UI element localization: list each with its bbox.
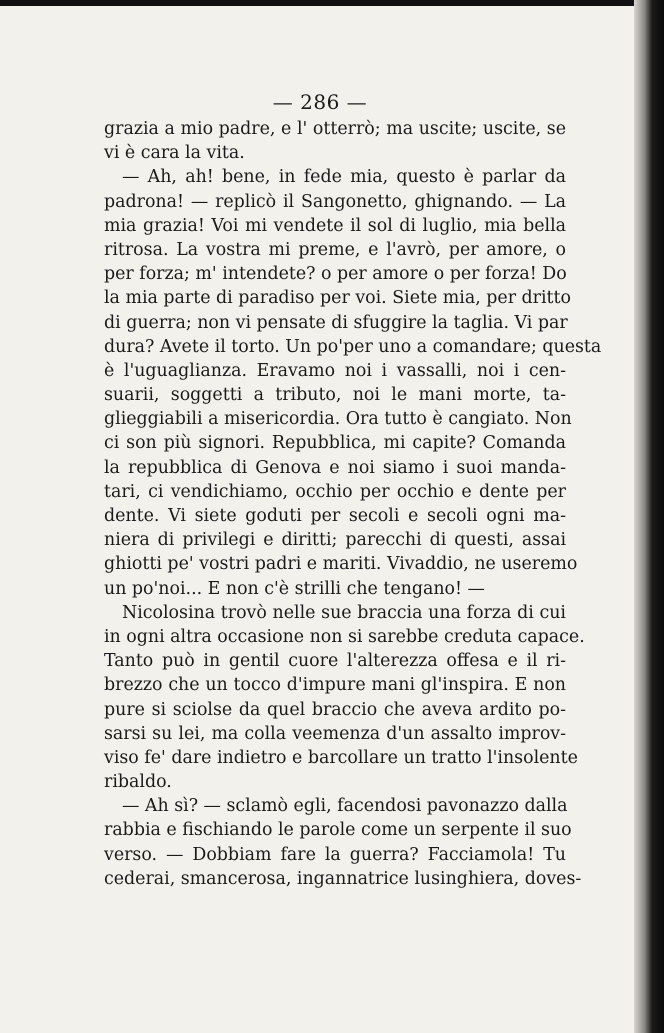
text-line: per forza; m' intendete? o per amore o per forza! Do <box>104 264 567 285</box>
text-line: un po'noi... E non c'è strilli che tengano! — <box>104 578 485 599</box>
text-line: ribaldo. <box>104 772 172 793</box>
text-line: grazia a mio padre, e l' otterrò; ma uscite; uscite, se <box>104 119 566 139</box>
text-line: verso. — Dobbiam fare la guerra? Facciamola! Tu <box>104 844 566 865</box>
text-line: dente. Vi siete goduti per secoli e secoli ogni ma- <box>104 506 566 526</box>
text-line: brezzo che un tocco d'impure mani gl'inspira. E non <box>104 675 566 696</box>
text-line: vi è cara la vita. <box>104 143 245 164</box>
text-line: mia grazia! Voi mi vendete il sol di luglio, mia bella <box>104 215 566 236</box>
text-line: di guerra; non vi pensate di sfuggire la taglia. Vi par <box>104 312 568 333</box>
text-line: sarsi su lei, ma colla veemenza d'un assalto improv- <box>104 723 566 744</box>
page-number: — 286 — <box>272 90 368 114</box>
text-line: la repubblica di Genova e noi siamo i suoi manda- <box>104 457 566 478</box>
body-text <box>104 117 602 891</box>
text-line: Nicolosina trovò nelle sue braccia una forza di cui <box>122 602 566 623</box>
text-line: la mia parte di paradiso per voi. Siete mia, per dritto <box>104 288 571 309</box>
text-line: suarii, soggetti a tributo, noi le mani morte, ta- <box>104 385 566 406</box>
text-line: dura? Avete il torto. Un po'per uno a comandare; questa <box>104 336 602 357</box>
text-line: padrona! — replicò il Sangonetto, ghignando. — La <box>104 191 566 212</box>
text-line: cederai, smancerosa, ingannatrice lusinghiera, doves- <box>104 868 582 889</box>
text-line: ritrosa. La vostra mi preme, e l'avrò, per amore, o <box>104 239 566 260</box>
text-line: pure si sciolse da quel braccio che aveva ardito po- <box>104 699 566 720</box>
scan-top-border <box>0 0 664 6</box>
text-line: in ogni altra occasione non si sarebbe creduta capace. <box>104 626 585 647</box>
book-binding-edge <box>634 0 664 1033</box>
text-line: — Ah, ah! bene, in fede mia, questo è parlar da <box>122 167 566 188</box>
text-line: glieggiabili a misericordia. Ora tutto è cangiato. Non <box>104 409 572 430</box>
text-line: niera di privilegi e diritti; parecchi di questi, assai <box>104 530 566 551</box>
text-line: — Ah sì? — sclamò egli, facendosi pavonazzo dalla <box>122 796 568 817</box>
text-line: è l'uguaglianza. Eravamo noi i vassalli, noi i cen- <box>104 360 566 381</box>
text-line: Tanto può in gentil cuore l'alterezza offesa e il ri- <box>104 651 566 672</box>
text-line: ghiotti pe' vostri padri e mariti. Vivaddio, ne useremo <box>104 554 578 575</box>
text-line: viso fe' dare indietro e barcollare un tratto l'insolente <box>104 747 578 768</box>
text-line: ci son più signori. Repubblica, mi capite? Comanda <box>104 433 566 454</box>
text-line: rabbia e fischiando le parole come un serpente il suo <box>104 820 572 841</box>
text-line: tari, ci vendichiamo, occhio per occhio e dente per <box>104 481 566 502</box>
